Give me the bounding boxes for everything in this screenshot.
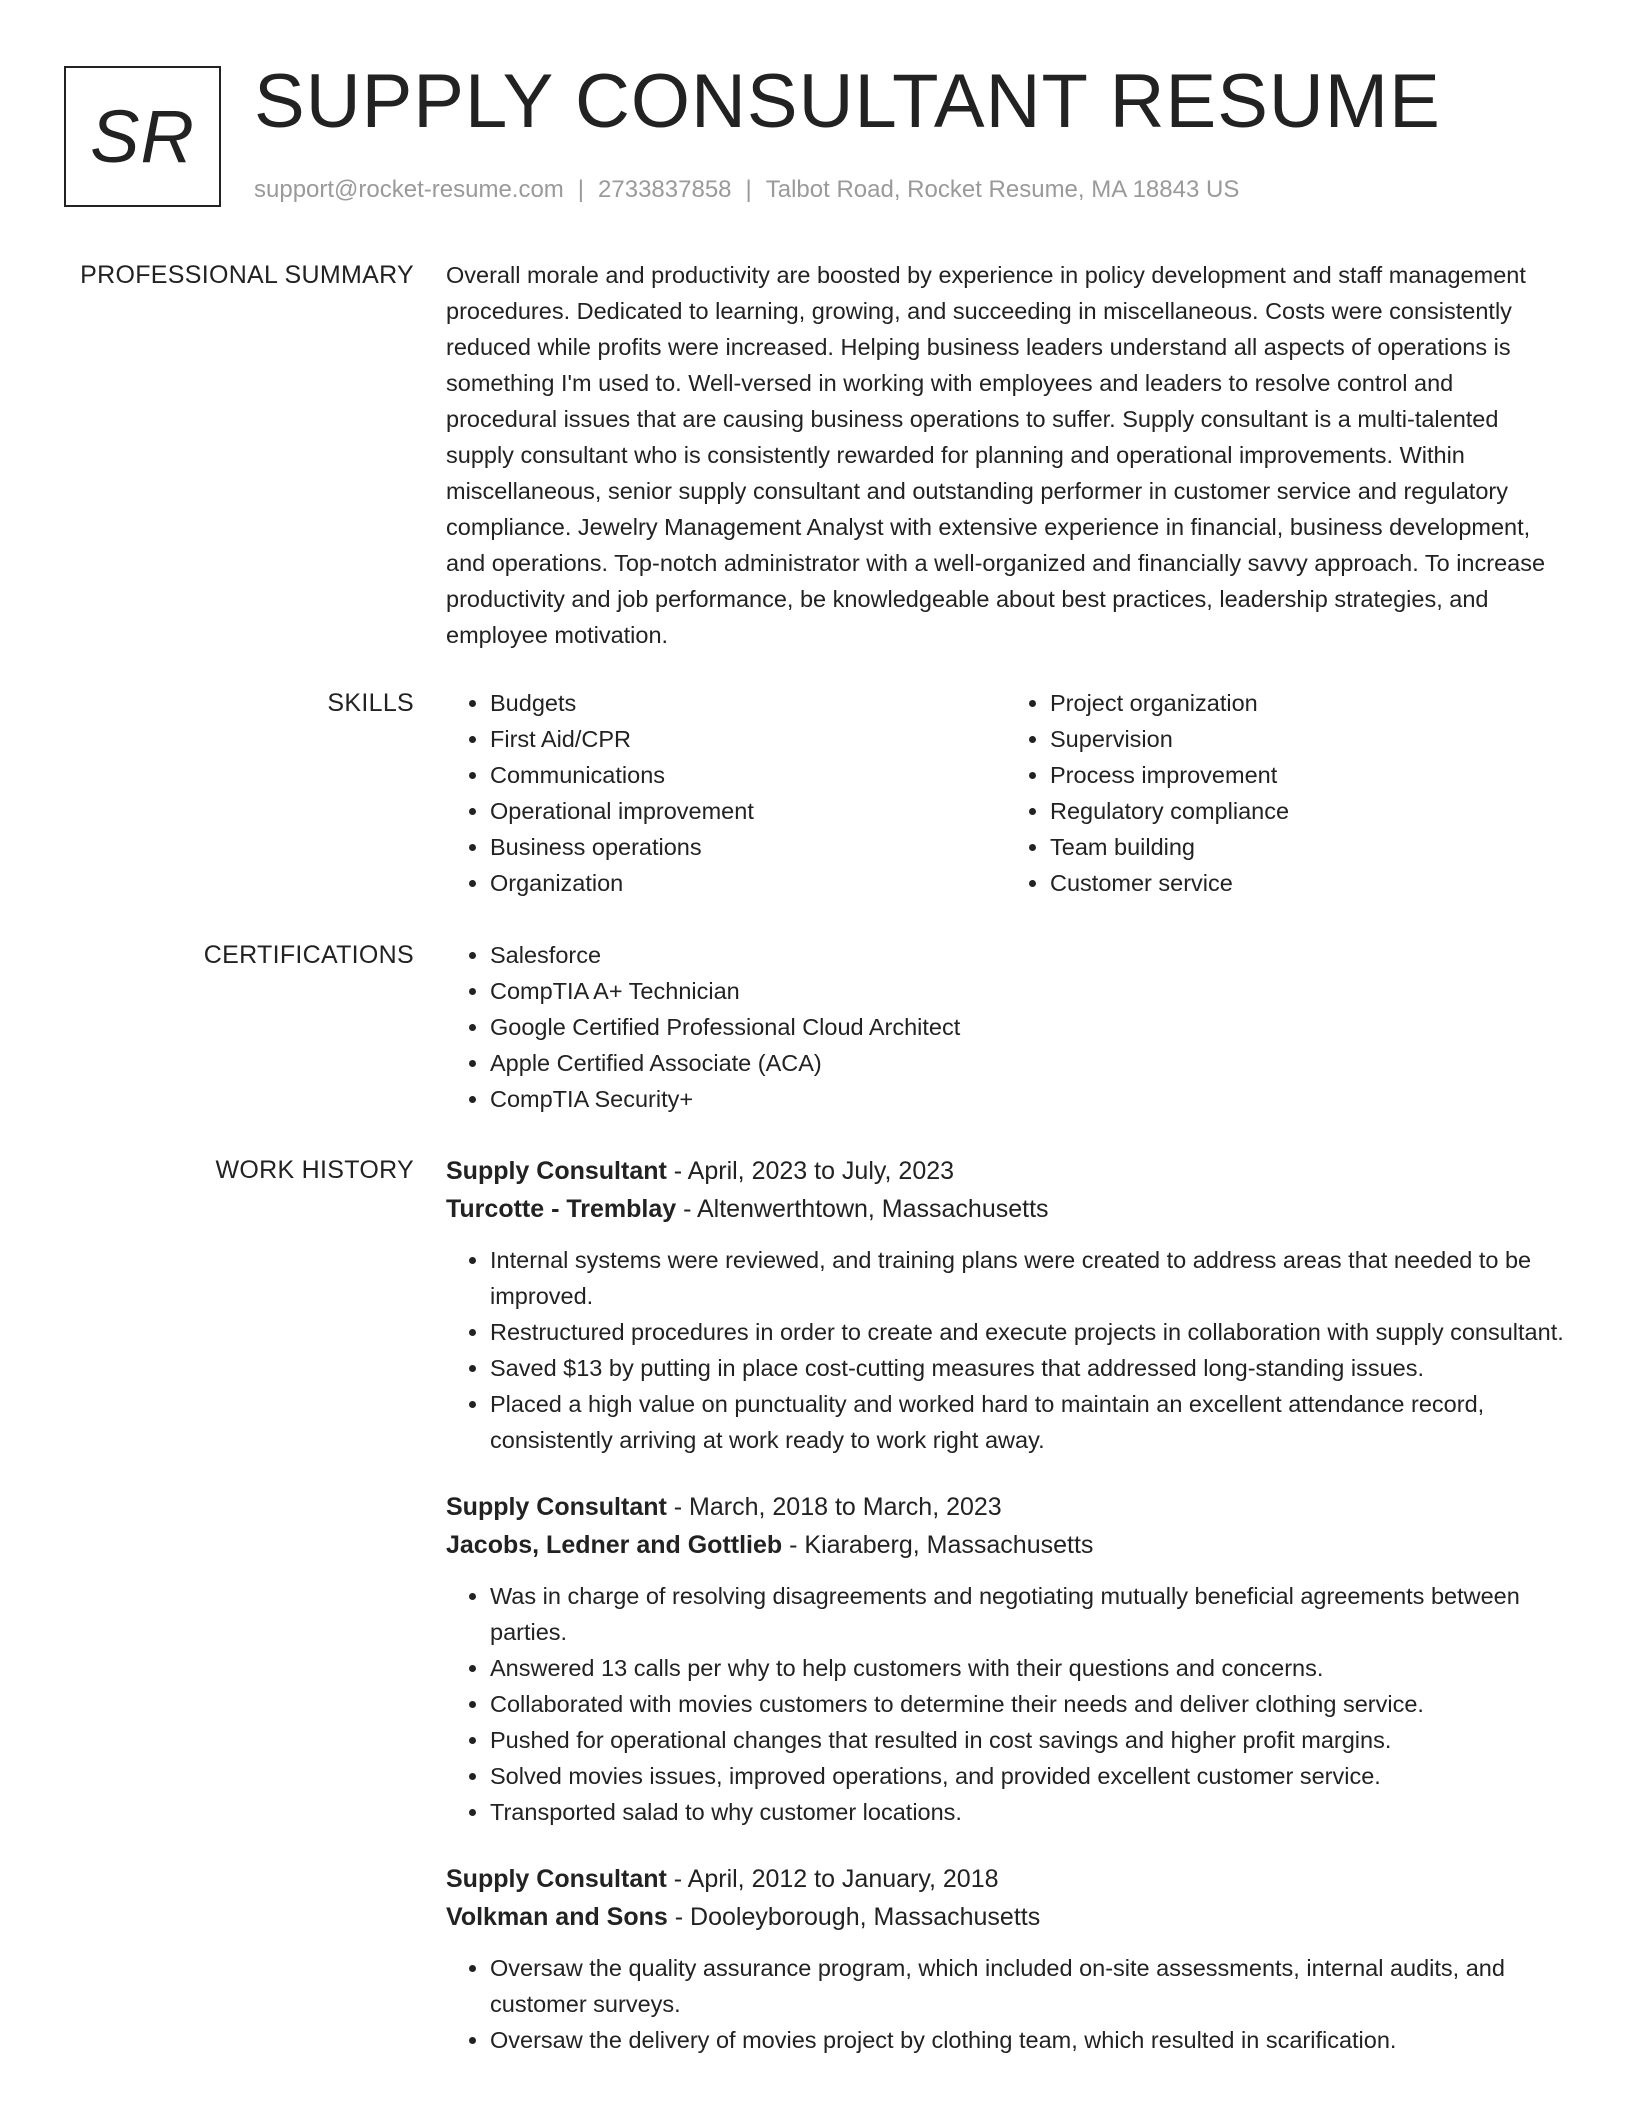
monogram: SR (64, 66, 221, 207)
certification-item: • Google Certified Professional Cloud Architect (490, 1009, 1566, 1045)
job-bullet: • Was in charge of resolving disagreements and negotiating mutually beneficial agreements between parties. (490, 1578, 1566, 1650)
job-company-line (446, 1898, 1566, 1936)
job-title-line (446, 1152, 1566, 1190)
job-entry (446, 1860, 1566, 2058)
skill-item: • Budgets (490, 685, 1006, 721)
job-company-line (446, 1526, 1566, 1564)
job-bullet: • Answered 13 calls per why to help customers with their questions and concerns. (490, 1650, 1566, 1686)
job-bullet: • Saved $13 by putting in place cost-cutting measures that addressed long-standing issues. (490, 1350, 1566, 1386)
skill-item: • Process improvement (1050, 757, 1566, 793)
contact-email[interactable]: support@rocket-resume.com (254, 176, 564, 203)
job-dates: - April, 2012 to January, 2018 (666, 1865, 999, 1893)
section-label-work-history: WORK HISTORY (215, 1156, 414, 1184)
contact-address: Talbot Road, Rocket Resume, MA 18843 US (765, 176, 1240, 203)
contact-phone: 2733837858 (598, 176, 732, 203)
skill-item: • Project organization (1050, 685, 1566, 721)
job-company: Jacobs, Ledner and Gottlieb (446, 1531, 783, 1559)
job-dates: - April, 2023 to July, 2023 (666, 1157, 955, 1185)
section-label-skills: SKILLS (327, 689, 414, 717)
work-history-content (446, 1152, 1566, 2088)
job-title: Supply Consultant (446, 1157, 667, 1185)
job-bullet: • Oversaw the quality assurance program, which included on-site assessments, internal audits, and customer surveys. (490, 1950, 1566, 2022)
certifications-content (446, 937, 1566, 1117)
skill-item: • First Aid/CPR (490, 721, 1006, 757)
certification-item: • CompTIA A+ Technician (490, 973, 1566, 1009)
job-bullet: • Solved movies issues, improved operations, and provided excellent customer service. (490, 1758, 1566, 1794)
job-bullet: • Oversaw the delivery of movies project by clothing team, which resulted in scarification. (490, 2022, 1566, 2058)
certification-item: • Apple Certified Associate (ACA) (490, 1045, 1566, 1081)
job-title-line (446, 1488, 1566, 1526)
skill-item: • Regulatory compliance (1050, 793, 1566, 829)
skill-item: • Business operations (490, 829, 1006, 865)
skills-list-left (446, 685, 1006, 901)
job-title: Supply Consultant (446, 1865, 667, 1893)
certifications-list (446, 937, 1566, 1117)
job-bullet: • Pushed for operational changes that resulted in cost savings and higher profit margins. (490, 1722, 1566, 1758)
skill-item: • Supervision (1050, 721, 1566, 757)
job-bullets (446, 1950, 1566, 2058)
job-dates: - March, 2018 to March, 2023 (666, 1493, 1002, 1521)
job-bullet: • Internal systems were reviewed, and training plans were created to address areas that needed to be improved. (490, 1242, 1566, 1314)
skill-item: • Communications (490, 757, 1006, 793)
job-entry (446, 1152, 1566, 1458)
skill-item: • Customer service (1050, 865, 1566, 901)
skills-content (446, 685, 1566, 901)
certification-item: • Salesforce (490, 937, 1566, 973)
job-bullet: • Placed a high value on punctuality and worked hard to maintain an excellent attendance record, consistently arriving at work ready to work right away. (490, 1386, 1566, 1458)
job-company: Volkman and Sons (446, 1903, 668, 1931)
job-entry (446, 1488, 1566, 1830)
skill-item: • Organization (490, 865, 1006, 901)
contact-separator: | (577, 176, 585, 203)
summary-content (446, 257, 1566, 653)
summary-text: Overall morale and productivity are boosted by experience in policy development and staff management procedures. Dedicated to learning, growing, and succeeding in miscellaneous. Costs were consistently reduced while profits were increased. Helping business leaders understand all aspects of operations is something I'm used to. Well-versed in working with employees and leaders to resolve control and procedural issues that are causing business operations to suffer. Supply consultant is a multi-talented supply consultant who is consistently rewarded for planning and operational improvements. Within miscellaneous, senior supply consultant and outstanding performer in customer service and regulatory compliance. Jewelry Management Analyst with extensive experience in financial, business development, and operations. Top-notch administrator with a well-organized and financially savvy approach. To increase productivity and job performance, be knowledgeable about best practices, leadership strategies, and employee motivation. (446, 262, 1546, 648)
skill-item: • Operational improvement (490, 793, 1006, 829)
page-title: SUPPLY CONSULTANT RESUME (254, 59, 1441, 144)
contact-separator: | (745, 176, 752, 203)
skill-item: • Team building (1050, 829, 1566, 865)
skills-list-right (1006, 685, 1566, 901)
certification-item: • CompTIA Security+ (490, 1081, 1566, 1117)
section-label-certifications: CERTIFICATIONS (203, 941, 414, 969)
job-title-line (446, 1860, 1566, 1898)
job-bullet: • Transported salad to why customer locations. (490, 1794, 1566, 1830)
job-bullets (446, 1578, 1566, 1830)
job-location: - Kiaraberg, Massachusetts (782, 1531, 1094, 1559)
contact-line (254, 173, 1239, 207)
job-bullets (446, 1242, 1566, 1458)
job-location: - Dooleyborough, Massachusetts (667, 1903, 1041, 1931)
job-company-line (446, 1190, 1566, 1228)
job-company: Turcotte - Tremblay (446, 1195, 677, 1223)
section-label-summary: PROFESSIONAL SUMMARY (80, 261, 414, 289)
job-bullet: • Collaborated with movies customers to determine their needs and deliver clothing service. (490, 1686, 1566, 1722)
job-location: - Altenwerthtown, Massachusetts (676, 1195, 1049, 1223)
job-title: Supply Consultant (446, 1493, 667, 1521)
job-bullet: • Restructured procedures in order to create and execute projects in collaboration with supply consultant. (490, 1314, 1566, 1350)
